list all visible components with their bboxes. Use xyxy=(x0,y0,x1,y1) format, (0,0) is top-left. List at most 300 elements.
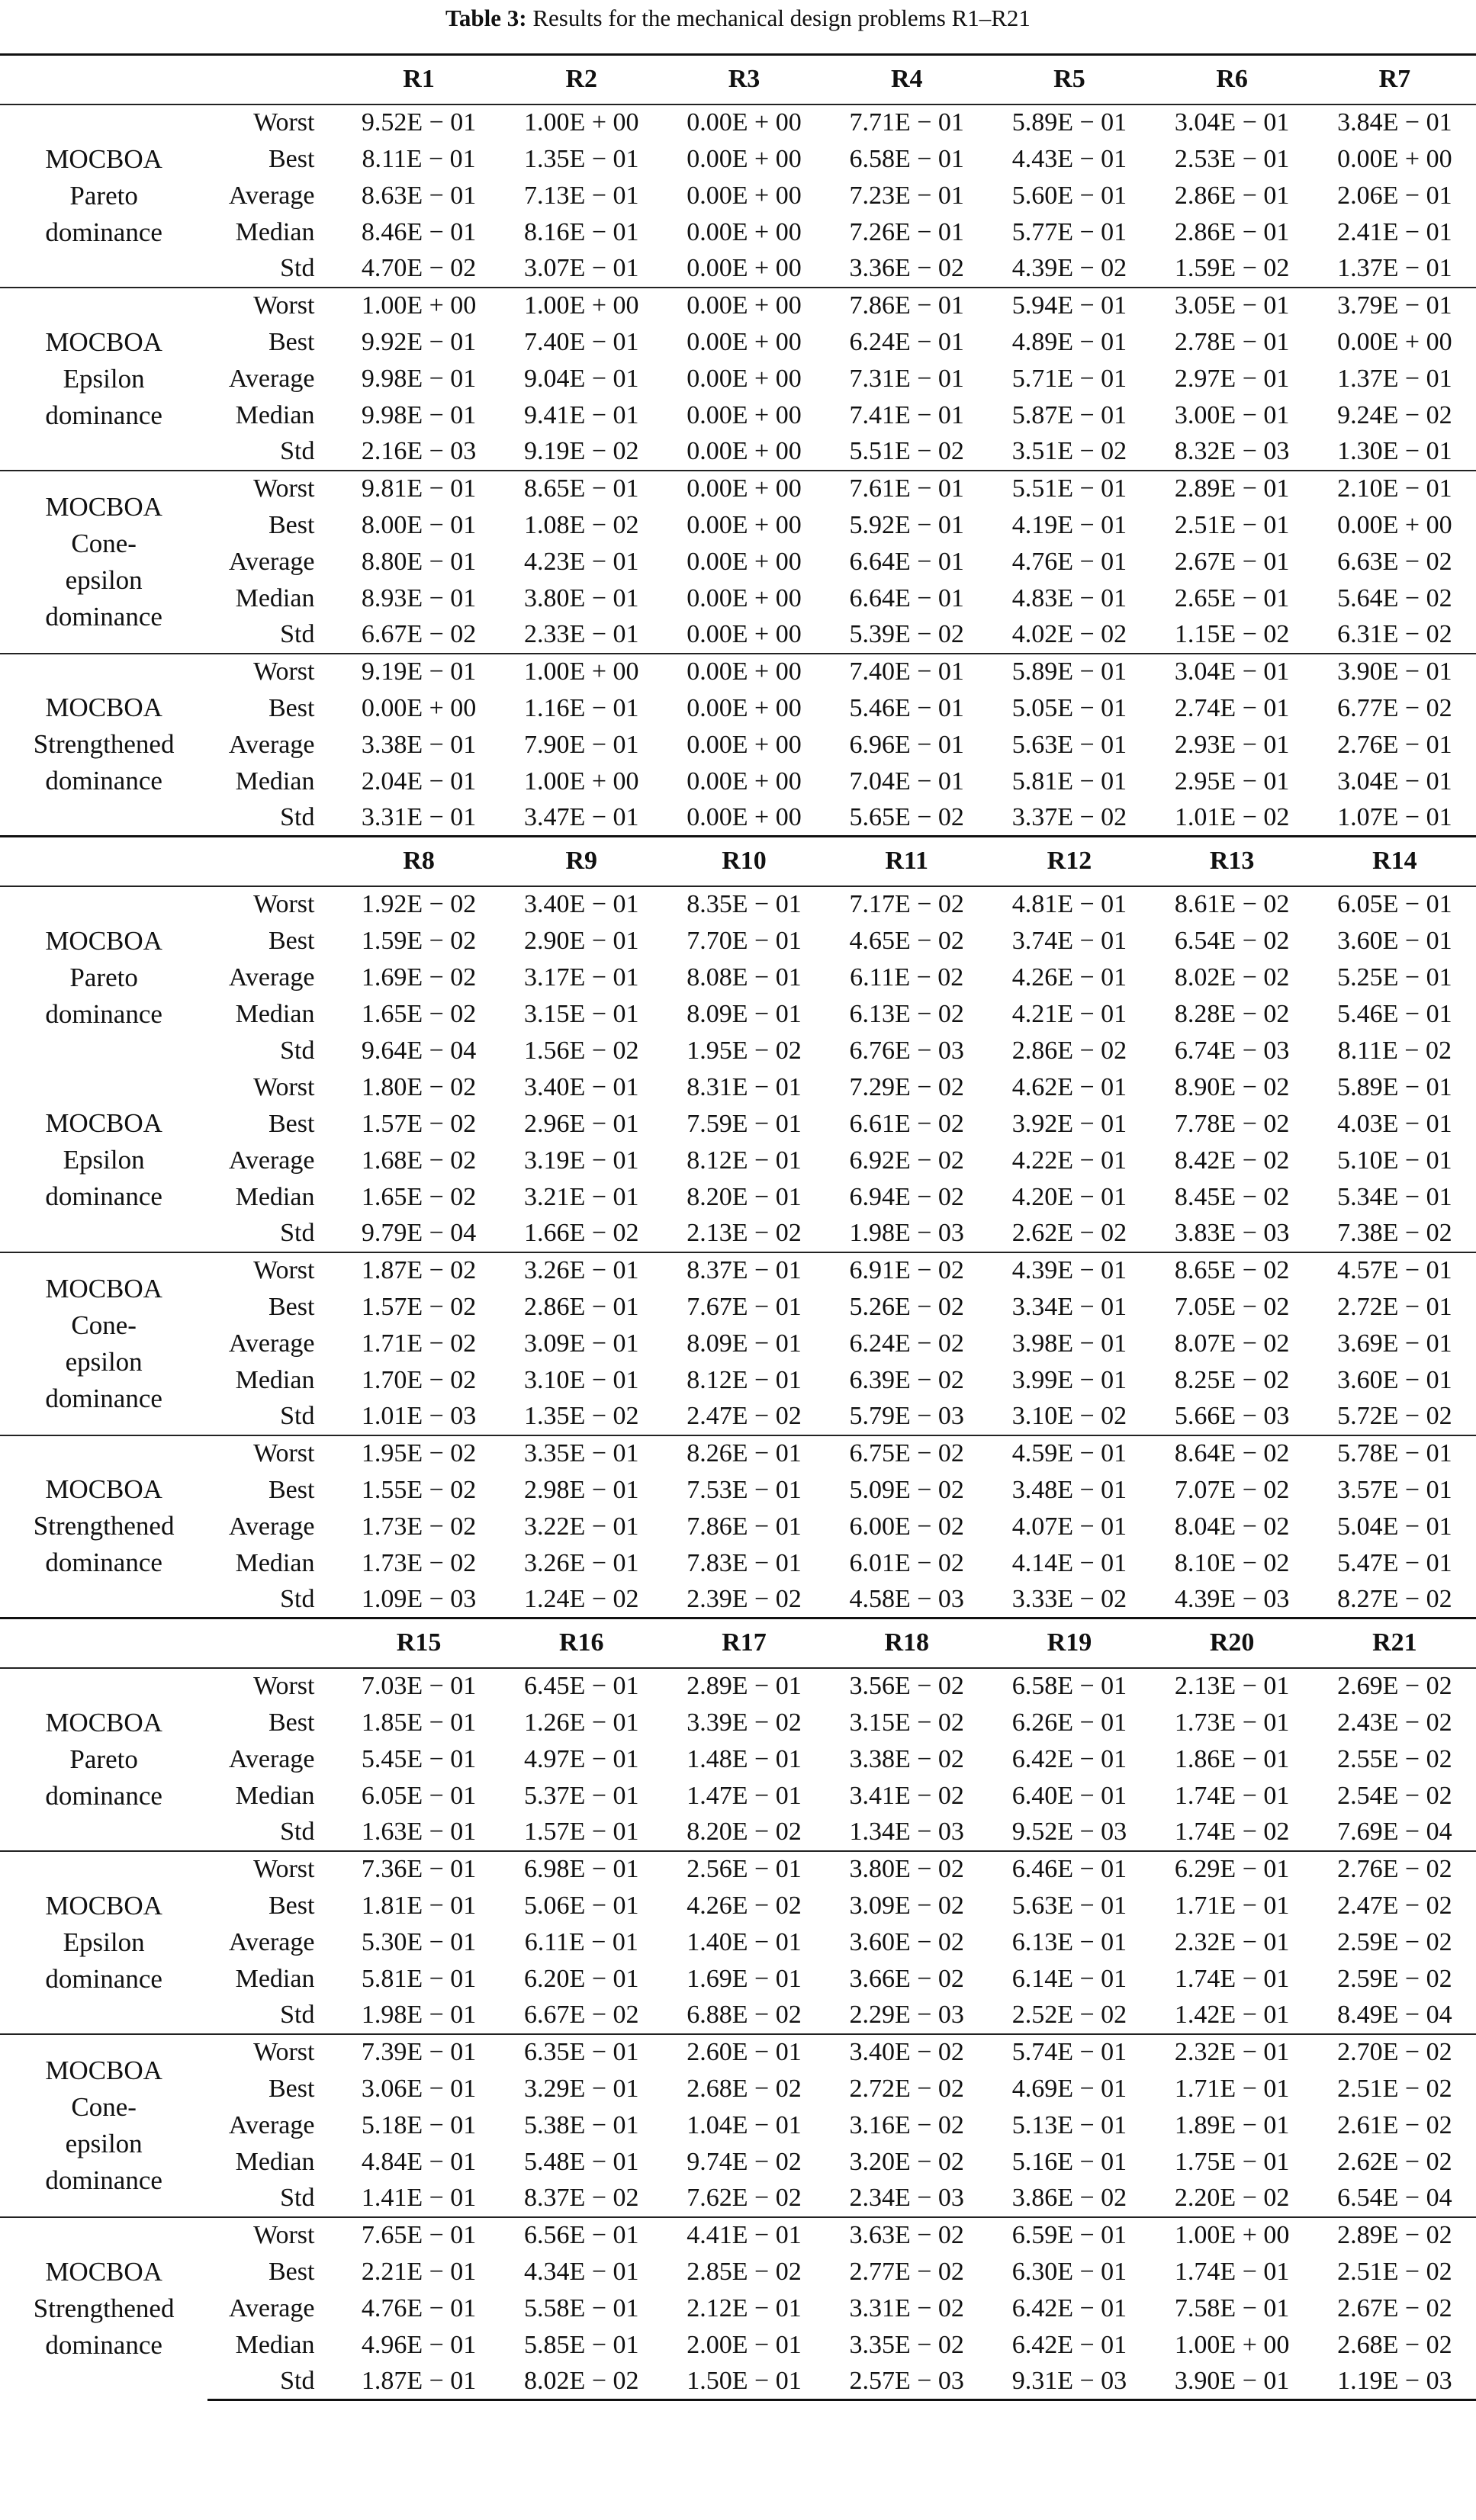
value-cell: 3.80E − 01 xyxy=(524,583,639,612)
value-cell: 5.72E − 02 xyxy=(1337,1402,1452,1430)
stat-label: Median xyxy=(235,1365,315,1394)
value-cell: 4.41E − 01 xyxy=(663,2217,825,2254)
value-cell: 4.02E − 02 xyxy=(1011,620,1127,648)
header-blank xyxy=(0,55,207,104)
algorithm-label-line: MOCBOA xyxy=(45,2055,162,2085)
table-row xyxy=(0,1143,1476,1179)
value-cell: 6.64E − 01 xyxy=(849,583,964,612)
algorithm-label-line: dominance xyxy=(45,766,162,796)
value-cell: 1.86E − 01 xyxy=(1174,1744,1290,1773)
value-cell: 6.01E − 02 xyxy=(849,1548,964,1577)
value-cell: 1.71E − 01 xyxy=(1174,1891,1290,1920)
algorithm-label-line: MOCBOA xyxy=(45,2257,162,2287)
value-cell: 9.04E − 01 xyxy=(524,364,639,393)
value-cell: 2.78E − 01 xyxy=(1174,327,1290,356)
value-cell: 9.24E − 02 xyxy=(1337,400,1452,429)
table-caption xyxy=(0,2,1476,35)
value-cell: 1.98E − 01 xyxy=(361,2001,477,2029)
table-row xyxy=(0,654,1476,690)
value-cell: 8.32E − 03 xyxy=(1174,437,1290,465)
value-cell: 4.21E − 01 xyxy=(1011,999,1127,1028)
column-header: R10 xyxy=(663,837,825,886)
value-cell: 2.04E − 01 xyxy=(361,767,477,796)
value-cell: 3.26E − 01 xyxy=(500,1252,663,1289)
value-cell: 2.51E − 02 xyxy=(1337,2257,1452,2286)
value-cell: 6.58E − 01 xyxy=(849,144,964,173)
value-cell: 0.00E + 00 xyxy=(361,693,477,722)
stat-label: Worst xyxy=(207,1435,337,1472)
value-cell: 3.98E − 01 xyxy=(1011,1329,1127,1358)
table-row xyxy=(0,471,1476,507)
value-cell: 6.14E − 01 xyxy=(1011,1964,1127,1993)
value-cell: 0.00E + 00 xyxy=(687,693,802,722)
value-cell: 4.89E − 01 xyxy=(1011,327,1127,356)
value-cell: 1.16E − 01 xyxy=(524,693,639,722)
value-cell: 6.54E − 04 xyxy=(1337,2184,1452,2212)
algorithm-label-line: Strengthened xyxy=(33,729,175,760)
value-cell: 7.62E − 02 xyxy=(687,2184,802,2212)
value-cell: 4.59E − 01 xyxy=(988,1435,1150,1472)
value-cell: 2.47E − 02 xyxy=(687,1402,802,1430)
value-cell: 5.74E − 01 xyxy=(988,2034,1150,2071)
value-cell: 2.86E − 01 xyxy=(524,1292,639,1321)
value-cell: 8.37E − 02 xyxy=(524,2184,639,2212)
algorithm-label xyxy=(0,288,207,471)
value-cell: 4.76E − 01 xyxy=(1011,547,1127,576)
value-cell: 7.90E − 01 xyxy=(524,730,639,759)
table-row xyxy=(0,2254,1476,2290)
value-cell: 2.41E − 01 xyxy=(1337,217,1452,246)
table-row xyxy=(0,1289,1476,1326)
value-cell: 5.79E − 03 xyxy=(849,1402,964,1430)
stat-label: Average xyxy=(228,1329,315,1358)
stat-label: Median xyxy=(235,1781,315,1810)
stat-label: Worst xyxy=(207,471,337,507)
value-cell: 8.08E − 01 xyxy=(687,963,802,992)
value-cell: 3.04E − 01 xyxy=(1337,767,1452,796)
value-cell: 2.20E − 02 xyxy=(1174,2184,1290,2212)
value-cell: 1.01E − 03 xyxy=(361,1402,477,1430)
value-cell: 6.74E − 03 xyxy=(1174,1036,1290,1065)
algorithm-label-line: dominance xyxy=(45,1548,162,1578)
value-cell: 6.64E − 01 xyxy=(849,547,964,576)
value-cell: 3.22E − 01 xyxy=(524,1512,639,1541)
value-cell: 1.04E − 01 xyxy=(687,2110,802,2139)
value-cell: 0.00E + 00 xyxy=(687,620,802,648)
algorithm-label-line: MOCBOA xyxy=(45,1707,162,1737)
value-cell: 1.15E − 02 xyxy=(1174,620,1290,648)
value-cell: 0.00E + 00 xyxy=(687,327,802,356)
value-cell: 8.42E − 02 xyxy=(1174,1146,1290,1175)
algorithm-label-line: dominance xyxy=(45,1383,162,1413)
value-cell: 2.96E − 01 xyxy=(524,1109,639,1138)
value-cell: 3.09E − 01 xyxy=(524,1329,639,1358)
value-cell: 5.38E − 01 xyxy=(524,2110,639,2139)
value-cell: 4.39E − 02 xyxy=(1011,254,1127,282)
value-cell: 8.90E − 02 xyxy=(1174,1072,1290,1101)
stat-label: Worst xyxy=(207,288,337,324)
value-cell: 6.46E − 01 xyxy=(988,1851,1150,1888)
table-row xyxy=(0,1106,1476,1143)
value-cell: 6.39E − 02 xyxy=(849,1365,964,1394)
value-cell: 3.39E − 02 xyxy=(687,1708,802,1737)
column-header: R19 xyxy=(988,1618,1150,1668)
value-cell: 4.39E − 01 xyxy=(988,1252,1150,1289)
value-cell: 1.00E + 00 xyxy=(500,288,663,324)
value-cell: 6.94E − 02 xyxy=(849,1182,964,1211)
value-cell: 7.83E − 01 xyxy=(687,1548,802,1577)
value-cell: 0.00E + 00 xyxy=(687,767,802,796)
value-cell: 6.54E − 02 xyxy=(1174,926,1290,955)
table-row xyxy=(0,727,1476,763)
value-cell: 5.58E − 01 xyxy=(524,2293,639,2322)
stat-label: Median xyxy=(235,2147,315,2176)
value-cell: 6.76E − 03 xyxy=(849,1036,964,1065)
value-cell: 3.40E − 02 xyxy=(825,2034,988,2071)
stat-label: Best xyxy=(269,2257,315,2286)
table-row xyxy=(0,434,1476,471)
value-cell: 6.88E − 02 xyxy=(687,2001,802,2029)
algorithm-label-line: MOCBOA xyxy=(45,1890,162,1921)
table-row xyxy=(0,1814,1476,1851)
value-cell: 3.09E − 02 xyxy=(849,1891,964,1920)
value-cell: 8.02E − 02 xyxy=(1174,963,1290,992)
value-cell: 2.97E − 01 xyxy=(1174,364,1290,393)
value-cell: 7.65E − 01 xyxy=(337,2217,500,2254)
stat-label: Best xyxy=(269,1475,315,1504)
value-cell: 0.00E + 00 xyxy=(687,181,802,210)
table-row xyxy=(0,1545,1476,1582)
stat-label: Average xyxy=(228,1512,315,1541)
header-blank xyxy=(0,837,207,886)
value-cell: 1.34E − 03 xyxy=(849,1818,964,1846)
column-header: R17 xyxy=(663,1618,825,1668)
value-cell: 4.81E − 01 xyxy=(988,886,1150,923)
value-cell: 2.32E − 01 xyxy=(1174,1927,1290,1956)
value-cell: 1.26E − 01 xyxy=(524,1708,639,1737)
value-cell: 0.00E + 00 xyxy=(663,654,825,690)
table-row xyxy=(0,923,1476,959)
value-cell: 5.78E − 01 xyxy=(1314,1435,1476,1472)
results-table xyxy=(0,53,1476,2401)
value-cell: 3.51E − 02 xyxy=(1011,437,1127,465)
value-cell: 2.89E − 01 xyxy=(1151,471,1314,507)
table-row xyxy=(0,1998,1476,2034)
table-row xyxy=(0,763,1476,800)
value-cell: 8.20E − 01 xyxy=(687,1182,802,1211)
value-cell: 7.53E − 01 xyxy=(687,1475,802,1504)
value-cell: 9.81E − 01 xyxy=(337,471,500,507)
column-header: R16 xyxy=(500,1618,663,1668)
table-row xyxy=(0,1705,1476,1741)
value-cell: 4.43E − 01 xyxy=(1011,144,1127,173)
table-row xyxy=(0,1851,1476,1888)
value-cell: 2.68E − 02 xyxy=(687,2074,802,2103)
value-cell: 0.00E + 00 xyxy=(663,288,825,324)
algorithm-label xyxy=(0,1252,207,1435)
value-cell: 7.70E − 01 xyxy=(687,926,802,955)
stat-label: Average xyxy=(228,181,315,210)
value-cell: 3.15E − 02 xyxy=(849,1708,964,1737)
value-cell: 8.37E − 01 xyxy=(663,1252,825,1289)
value-cell: 3.35E − 01 xyxy=(500,1435,663,1472)
algorithm-label-line: dominance xyxy=(45,2330,162,2360)
value-cell: 4.57E − 01 xyxy=(1314,1252,1476,1289)
value-cell: 1.71E − 02 xyxy=(361,1329,477,1358)
table-row xyxy=(0,2071,1476,2107)
value-cell: 8.09E − 01 xyxy=(687,1329,802,1358)
value-cell: 3.41E − 02 xyxy=(849,1781,964,1810)
value-cell: 6.63E − 02 xyxy=(1337,547,1452,576)
algorithm-label-line: Cone- xyxy=(71,2091,137,2122)
table-block xyxy=(0,837,1476,1618)
value-cell: 3.40E − 01 xyxy=(500,886,663,923)
stat-label: Std xyxy=(280,802,315,831)
value-cell: 2.33E − 01 xyxy=(524,620,639,648)
column-header: R21 xyxy=(1314,1618,1476,1668)
value-cell: 1.65E − 02 xyxy=(361,999,477,1028)
value-cell: 7.04E − 01 xyxy=(849,767,964,796)
value-cell: 3.90E − 01 xyxy=(1151,2364,1314,2400)
value-cell: 2.77E − 02 xyxy=(849,2257,964,2286)
value-cell: 2.72E − 01 xyxy=(1337,1292,1452,1321)
table-row xyxy=(0,507,1476,544)
value-cell: 4.19E − 01 xyxy=(1011,510,1127,539)
value-cell: 5.89E − 01 xyxy=(988,654,1150,690)
value-cell: 1.73E − 02 xyxy=(361,1512,477,1541)
column-header: R6 xyxy=(1151,55,1314,104)
value-cell: 3.84E − 01 xyxy=(1314,104,1476,141)
stat-label: Median xyxy=(235,583,315,612)
value-cell: 2.93E − 01 xyxy=(1174,730,1290,759)
value-cell: 0.00E + 00 xyxy=(663,104,825,141)
value-cell: 1.01E − 02 xyxy=(1174,802,1290,831)
value-cell: 2.32E − 01 xyxy=(1151,2034,1314,2071)
value-cell: 7.17E − 02 xyxy=(825,886,988,923)
value-cell: 3.10E − 01 xyxy=(524,1365,639,1394)
value-cell: 7.05E − 02 xyxy=(1174,1292,1290,1321)
algorithm-label-line: MOCBOA xyxy=(45,143,162,174)
value-cell: 8.45E − 02 xyxy=(1174,1182,1290,1211)
stat-label: Std xyxy=(280,437,315,465)
stat-label: Best xyxy=(269,2074,315,2103)
table-row xyxy=(0,1924,1476,1961)
value-cell: 4.34E − 01 xyxy=(524,2257,639,2286)
value-cell: 0.00E + 00 xyxy=(1337,510,1452,539)
column-header: R3 xyxy=(663,55,825,104)
value-cell: 6.05E − 01 xyxy=(1314,886,1476,923)
column-header: R14 xyxy=(1314,837,1476,886)
value-cell: 4.83E − 01 xyxy=(1011,583,1127,612)
stat-label: Worst xyxy=(207,104,337,141)
value-cell: 4.20E − 01 xyxy=(1011,1182,1127,1211)
stat-label: Std xyxy=(280,1584,315,1613)
table-row xyxy=(0,1582,1476,1618)
value-cell: 8.11E − 01 xyxy=(362,144,476,173)
value-cell: 2.85E − 02 xyxy=(687,2257,802,2286)
value-cell: 3.35E − 02 xyxy=(849,2330,964,2359)
value-cell: 1.69E − 02 xyxy=(361,963,477,992)
value-cell: 7.26E − 01 xyxy=(849,217,964,246)
column-header: R1 xyxy=(337,55,500,104)
value-cell: 5.81E − 01 xyxy=(1011,767,1127,796)
stat-label: Median xyxy=(235,217,315,246)
value-cell: 6.42E − 01 xyxy=(1011,1744,1127,1773)
value-cell: 2.55E − 02 xyxy=(1337,1744,1452,1773)
value-cell: 3.69E − 01 xyxy=(1337,1329,1452,1358)
table-row xyxy=(0,580,1476,617)
value-cell: 8.02E − 02 xyxy=(500,2364,663,2400)
value-cell: 6.77E − 02 xyxy=(1337,693,1452,722)
table-row xyxy=(0,1961,1476,1998)
value-cell: 1.74E − 02 xyxy=(1174,1818,1290,1846)
value-cell: 3.10E − 02 xyxy=(1011,1402,1127,1430)
value-cell: 5.39E − 02 xyxy=(849,620,964,648)
header-blank xyxy=(0,1618,207,1668)
value-cell: 0.00E + 00 xyxy=(687,510,802,539)
value-cell: 3.37E − 02 xyxy=(1011,802,1127,831)
value-cell: 2.59E − 02 xyxy=(1337,1927,1452,1956)
stat-label: Worst xyxy=(207,2217,337,2254)
value-cell: 8.25E − 02 xyxy=(1174,1365,1290,1394)
value-cell: 8.11E − 02 xyxy=(1337,1036,1452,1065)
value-cell: 2.70E − 02 xyxy=(1314,2034,1476,2071)
value-cell: 1.19E − 03 xyxy=(1314,2364,1476,2400)
table-row xyxy=(0,959,1476,996)
value-cell: 2.12E − 01 xyxy=(687,2293,802,2322)
value-cell: 3.38E − 01 xyxy=(361,730,477,759)
algorithm-label-line: dominance xyxy=(45,999,162,1029)
stat-label: Average xyxy=(228,1927,315,1956)
value-cell: 8.07E − 02 xyxy=(1174,1329,1290,1358)
value-cell: 5.85E − 01 xyxy=(524,2330,639,2359)
value-cell: 7.58E − 01 xyxy=(1174,2293,1290,2322)
value-cell: 4.26E − 02 xyxy=(687,1891,802,1920)
table-row xyxy=(0,617,1476,654)
value-cell: 3.16E − 02 xyxy=(849,2110,964,2139)
value-cell: 2.57E − 03 xyxy=(825,2364,988,2400)
value-cell: 3.57E − 01 xyxy=(1337,1475,1452,1504)
value-cell: 2.00E − 01 xyxy=(687,2330,802,2359)
value-cell: 7.59E − 01 xyxy=(687,1109,802,1138)
stat-label: Median xyxy=(235,1548,315,1577)
value-cell: 3.92E − 01 xyxy=(1011,1109,1127,1138)
value-cell: 9.19E − 01 xyxy=(337,654,500,690)
value-cell: 8.26E − 01 xyxy=(663,1435,825,1472)
value-cell: 2.69E − 02 xyxy=(1314,1668,1476,1705)
value-cell: 1.42E − 01 xyxy=(1174,2001,1290,2029)
algorithm-label-line: epsilon xyxy=(65,564,143,595)
value-cell: 2.16E − 03 xyxy=(361,437,477,465)
algorithm-label-line: Pareto xyxy=(69,963,138,992)
value-cell: 1.69E − 01 xyxy=(687,1964,802,1993)
value-cell: 6.40E − 01 xyxy=(1011,1781,1127,1810)
value-cell: 6.91E − 02 xyxy=(825,1252,988,1289)
stat-label: Best xyxy=(269,327,315,356)
algorithm-label xyxy=(0,104,207,288)
stat-label: Best xyxy=(269,510,315,539)
value-cell: 2.29E − 03 xyxy=(849,2001,964,2029)
value-cell: 4.62E − 01 xyxy=(1011,1072,1127,1101)
value-cell: 5.18E − 01 xyxy=(361,2110,477,2139)
value-cell: 6.13E − 01 xyxy=(1011,1927,1127,1956)
value-cell: 3.33E − 02 xyxy=(1011,1584,1127,1613)
value-cell: 7.38E − 02 xyxy=(1337,1219,1452,1247)
value-cell: 3.56E − 02 xyxy=(825,1668,988,1705)
value-cell: 8.20E − 02 xyxy=(687,1818,802,1846)
algorithm-label-line: dominance xyxy=(45,601,162,632)
column-header: R15 xyxy=(337,1618,500,1668)
value-cell: 5.05E − 01 xyxy=(1011,693,1127,722)
stat-label: Best xyxy=(269,144,315,173)
table-row xyxy=(0,214,1476,251)
table-row xyxy=(0,2364,1476,2400)
value-cell: 2.76E − 01 xyxy=(1337,730,1452,759)
value-cell: 3.36E − 02 xyxy=(849,254,964,282)
value-cell: 0.00E + 00 xyxy=(687,254,802,282)
value-cell: 1.85E − 01 xyxy=(361,1708,477,1737)
algorithm-label-line: dominance xyxy=(45,2165,162,2195)
table-row xyxy=(0,2144,1476,2181)
value-cell: 1.73E − 02 xyxy=(361,1548,477,1577)
value-cell: 1.48E − 01 xyxy=(687,1744,802,1773)
value-cell: 3.63E − 02 xyxy=(825,2217,988,2254)
value-cell: 3.40E − 01 xyxy=(524,1072,639,1101)
stat-label: Std xyxy=(280,254,315,282)
value-cell: 7.69E − 04 xyxy=(1337,1818,1452,1846)
value-cell: 5.47E − 01 xyxy=(1337,1548,1452,1577)
value-cell: 6.92E − 02 xyxy=(849,1146,964,1175)
value-cell: 7.29E − 02 xyxy=(849,1072,964,1101)
value-cell: 8.28E − 02 xyxy=(1174,999,1290,1028)
value-cell: 9.52E − 03 xyxy=(1011,1818,1127,1846)
value-cell: 5.77E − 01 xyxy=(1011,217,1127,246)
value-cell: 3.48E − 01 xyxy=(1011,1475,1127,1504)
table-row xyxy=(0,996,1476,1033)
value-cell: 4.97E − 01 xyxy=(524,1744,639,1773)
value-cell: 6.11E − 02 xyxy=(850,963,964,992)
value-cell: 8.49E − 04 xyxy=(1337,2001,1452,2029)
value-cell: 3.60E − 01 xyxy=(1337,926,1452,955)
value-cell: 2.21E − 01 xyxy=(361,2257,477,2286)
value-cell: 6.42E − 01 xyxy=(1011,2293,1127,2322)
column-header: R5 xyxy=(988,55,1150,104)
value-cell: 5.92E − 01 xyxy=(849,510,964,539)
table-row xyxy=(0,886,1476,923)
stat-label: Best xyxy=(269,693,315,722)
value-cell: 5.51E − 01 xyxy=(988,471,1150,507)
value-cell: 8.09E − 01 xyxy=(687,999,802,1028)
algorithm-label-line: MOCBOA xyxy=(45,693,162,723)
value-cell: 1.55E − 02 xyxy=(361,1475,477,1504)
value-cell: 6.05E − 01 xyxy=(361,1781,477,1810)
table-row xyxy=(0,397,1476,434)
value-cell: 1.47E − 01 xyxy=(687,1781,802,1810)
value-cell: 3.00E − 01 xyxy=(1174,400,1290,429)
value-cell: 8.80E − 01 xyxy=(361,547,477,576)
value-cell: 9.31E − 03 xyxy=(988,2364,1150,2400)
value-cell: 1.40E − 01 xyxy=(687,1927,802,1956)
algorithm-label-line: epsilon xyxy=(65,2128,143,2158)
value-cell: 8.27E − 02 xyxy=(1337,1584,1452,1613)
value-cell: 2.43E − 02 xyxy=(1337,1708,1452,1737)
stat-label: Average xyxy=(228,963,315,992)
value-cell: 6.59E − 01 xyxy=(988,2217,1150,2254)
stat-label: Best xyxy=(269,1292,315,1321)
table-row xyxy=(0,1252,1476,1289)
value-cell: 5.37E − 01 xyxy=(524,1781,639,1810)
value-cell: 1.59E − 02 xyxy=(1174,254,1290,282)
